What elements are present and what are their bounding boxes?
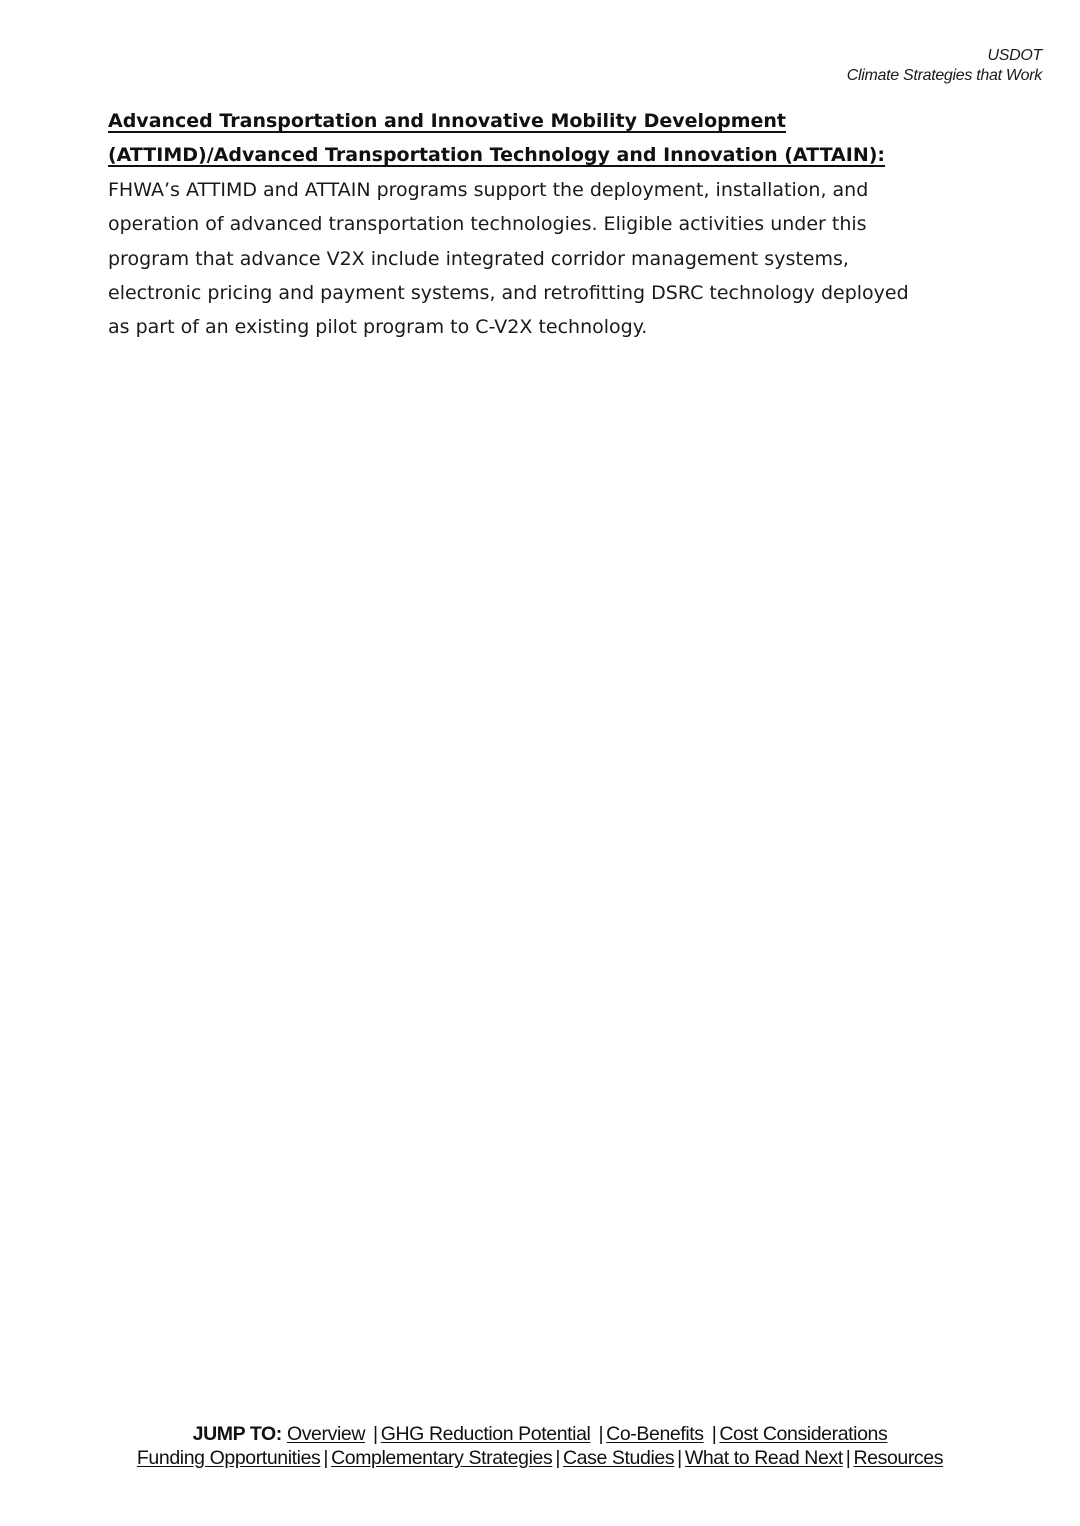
section-heading-colon: : [877, 144, 886, 167]
jump-to-row-1 [0, 1422, 1080, 1446]
jump-link-cost-considerations[interactable]: Cost Considerations [719, 1423, 888, 1445]
separator: | [598, 1423, 604, 1445]
section-heading-line-1: Advanced Transportation and Innovative Mobility Development [108, 110, 787, 132]
jump-link-what-to-read-next[interactable]: What to Read Next [684, 1447, 843, 1469]
body-line-3: program that advance V2X include integrated corridor management systems, [108, 247, 849, 270]
header-subtitle: Climate Strategies that Work [846, 67, 1042, 84]
section-heading-line-2: (ATTIMD)/Advanced Transportation Technology and Innovation (ATTAIN) [108, 144, 878, 167]
jump-link-resources[interactable]: Resources [853, 1447, 944, 1469]
separator: | [711, 1423, 717, 1445]
body-line-4: electronic pricing and payment systems, and retrofitting DSRC technology deployed [108, 282, 909, 305]
separator: | [373, 1423, 378, 1445]
jump-to-label: JUMP TO: [192, 1423, 282, 1445]
jump-to-row-2 [0, 1446, 1080, 1470]
header-org: USDOT [987, 47, 1042, 64]
jump-link-overview[interactable]: Overview [286, 1423, 366, 1445]
body-line-2: operation of advanced transportation technologies. Eligible activities under this [108, 213, 867, 236]
jump-link-co-benefits[interactable]: Co-Benefits [606, 1423, 704, 1445]
section-heading-line-2-wrap [108, 138, 968, 172]
jump-link-case-studies[interactable]: Case Studies [562, 1447, 675, 1469]
jump-link-funding-opportunities[interactable]: Funding Opportunities [136, 1447, 321, 1469]
separator: | [555, 1447, 560, 1469]
separator: | [323, 1447, 329, 1469]
jump-link-ghg-reduction-potential[interactable]: GHG Reduction Potential [380, 1423, 591, 1445]
jump-to-nav [0, 1422, 1080, 1470]
separator: | [845, 1447, 851, 1469]
separator: | [677, 1447, 682, 1469]
jump-link-complementary-strategies[interactable]: Complementary Strategies [331, 1447, 553, 1469]
body-line-1: FHWA’s ATTIMD and ATTAIN programs support the deployment, installation, and [108, 178, 869, 201]
body-line-5: as part of an existing pilot program to C-V2X technology. [108, 316, 648, 339]
section-content [108, 104, 968, 345]
page-header [847, 46, 1042, 86]
